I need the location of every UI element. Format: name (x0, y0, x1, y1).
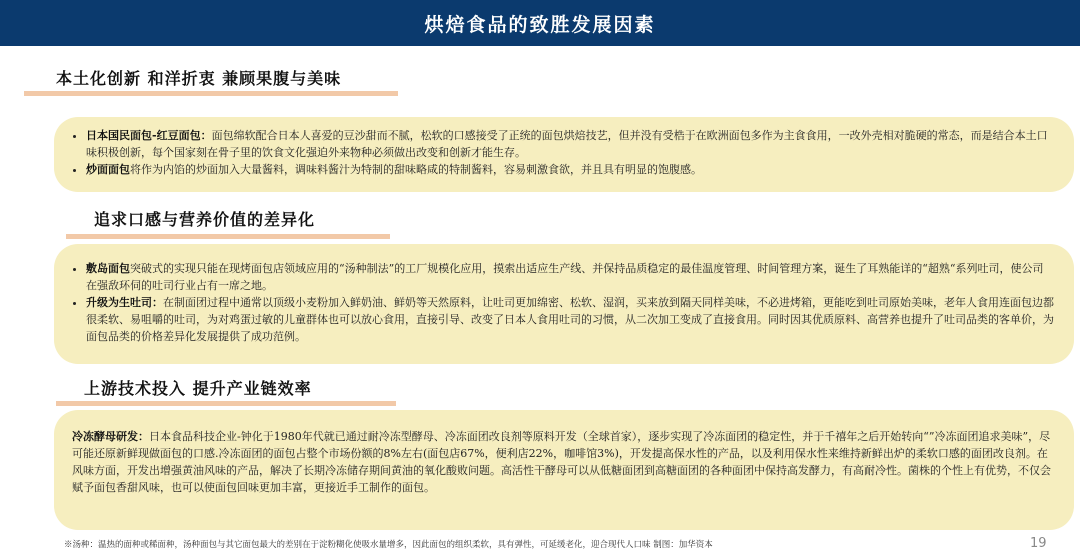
footnote: ※汤种：温热的面种或稀面种，汤种面包与其它面包最大的差别在于淀粉糊化使吸水量增多，因此面包的组织柔软，具有弹性，可延缓老化，迎合现代人口味 制图：加华资本 (64, 540, 713, 550)
section-box-differentiation (54, 244, 1074, 364)
section-box-localization (54, 117, 1074, 192)
list-item (86, 127, 1054, 161)
bullet-bold: 敷岛面包 (86, 262, 130, 275)
paragraph (72, 428, 1052, 496)
section-heading-upstream-tech: 上游技术投入 提升产业链效率 (84, 379, 312, 398)
bullet-text: 突破式的实现只能在现烤面包店领域应用的“汤种制法”的工厂规模化应用，摸索出适应生产线、并保持品质稳定的最佳温度管理、时间管理方案，诞生了耳熟能详的“超熟“系列吐司，使公司在强敌环伺的吐司行业占有一席之地。 (86, 262, 1044, 292)
list-item (86, 294, 1054, 345)
section-underline (66, 234, 390, 239)
bullet-text: 将作为内馅的炒面加入大量酱料，调味料酱汁为特制的甜味略咸的特制酱料，容易刺激食欲，并且具有明显的饱腹感。 (130, 163, 702, 176)
page-number: 19 (1030, 536, 1047, 551)
section-underline (24, 91, 398, 96)
paragraph-bold: 冷冻酵母研发： (72, 430, 149, 443)
page-title-bar (0, 0, 1080, 46)
page-title: 烘焙食品的致胜发展因素 (424, 13, 656, 36)
bullet-list (68, 260, 1054, 345)
section-underline (56, 401, 396, 406)
paragraph-text: 日本食品科技企业-钟化于1980年代就已通过耐冷冻型酵母、冷冻面团改良剂等原料开发（全球首家），逐步实现了冷冻面团的稳定性，并于千禧年之后开始转向“”冷冻面团追求美味”，尽可能还原新鲜现做面包的口感.冷冻面团的面包占整个市场份额的8%左右(面包店67%，便利店22%，咖啡馆3%)，开发提高保水性的产品，以及利用保水性来维持新鲜出炉的柔软口感的面团改良剂。在风味方面，开发出增强黄油风味的产品，解决了长期冷冻储存期间黄油的氧化酸败问题。高活性干酵母可以从低糖面团到高糖面团的各种面团中保持高发酵力，有高耐冷性。菌株的个性上有优势，不仅会赋予面包香甜风味，也可以使面包回味更加丰富，更接近手工制作的面包。 (72, 430, 1051, 494)
bullet-text: 在制面团过程中通常以顶级小麦粉加入鲜奶油、鲜奶等天然原料，让吐司更加绵密、松软、湿润，买来放到隔天同样美味，不必进烤箱，更能吃到吐司原始美味，老年人食用连面包边都很柔软、易咀嚼的吐司，为对鸡蛋过敏的儿童群体也可以放心食用，直接引导、改变了日本人食用吐司的习惯，从二次加工变成了直接食用。同时因其优质原料、高营养也提升了吐司品类的客单价，为面包品类的价格差异化发展提供了成功范例。 (86, 296, 1054, 343)
section-heading-differentiation: 追求口感与营养价值的差异化 (94, 210, 316, 229)
bullet-bold: 升级为生吐司： (86, 296, 163, 309)
list-item (86, 161, 1054, 178)
bullet-bold: 炒面面包 (86, 163, 130, 176)
bullet-list (68, 127, 1054, 178)
bullet-bold: 日本国民面包-红豆面包： (86, 129, 212, 142)
section-heading-localization: 本土化创新 和洋折衷 兼顾果腹与美味 (56, 69, 342, 88)
bullet-text: 面包绵软配合日本人喜爱的豆沙甜而不腻，松软的口感接受了正统的面包烘焙技艺，但并没有受梏于在欧洲面包多作为主食食用，一改外壳相对脆硬的常态，而是结合本土口味积极创新，每个国家刻在骨子里的饮食文化强迫外来物种必须做出改变和创新才能生存。 (86, 129, 1048, 159)
section-box-upstream-tech (54, 410, 1074, 530)
list-item (86, 260, 1054, 294)
